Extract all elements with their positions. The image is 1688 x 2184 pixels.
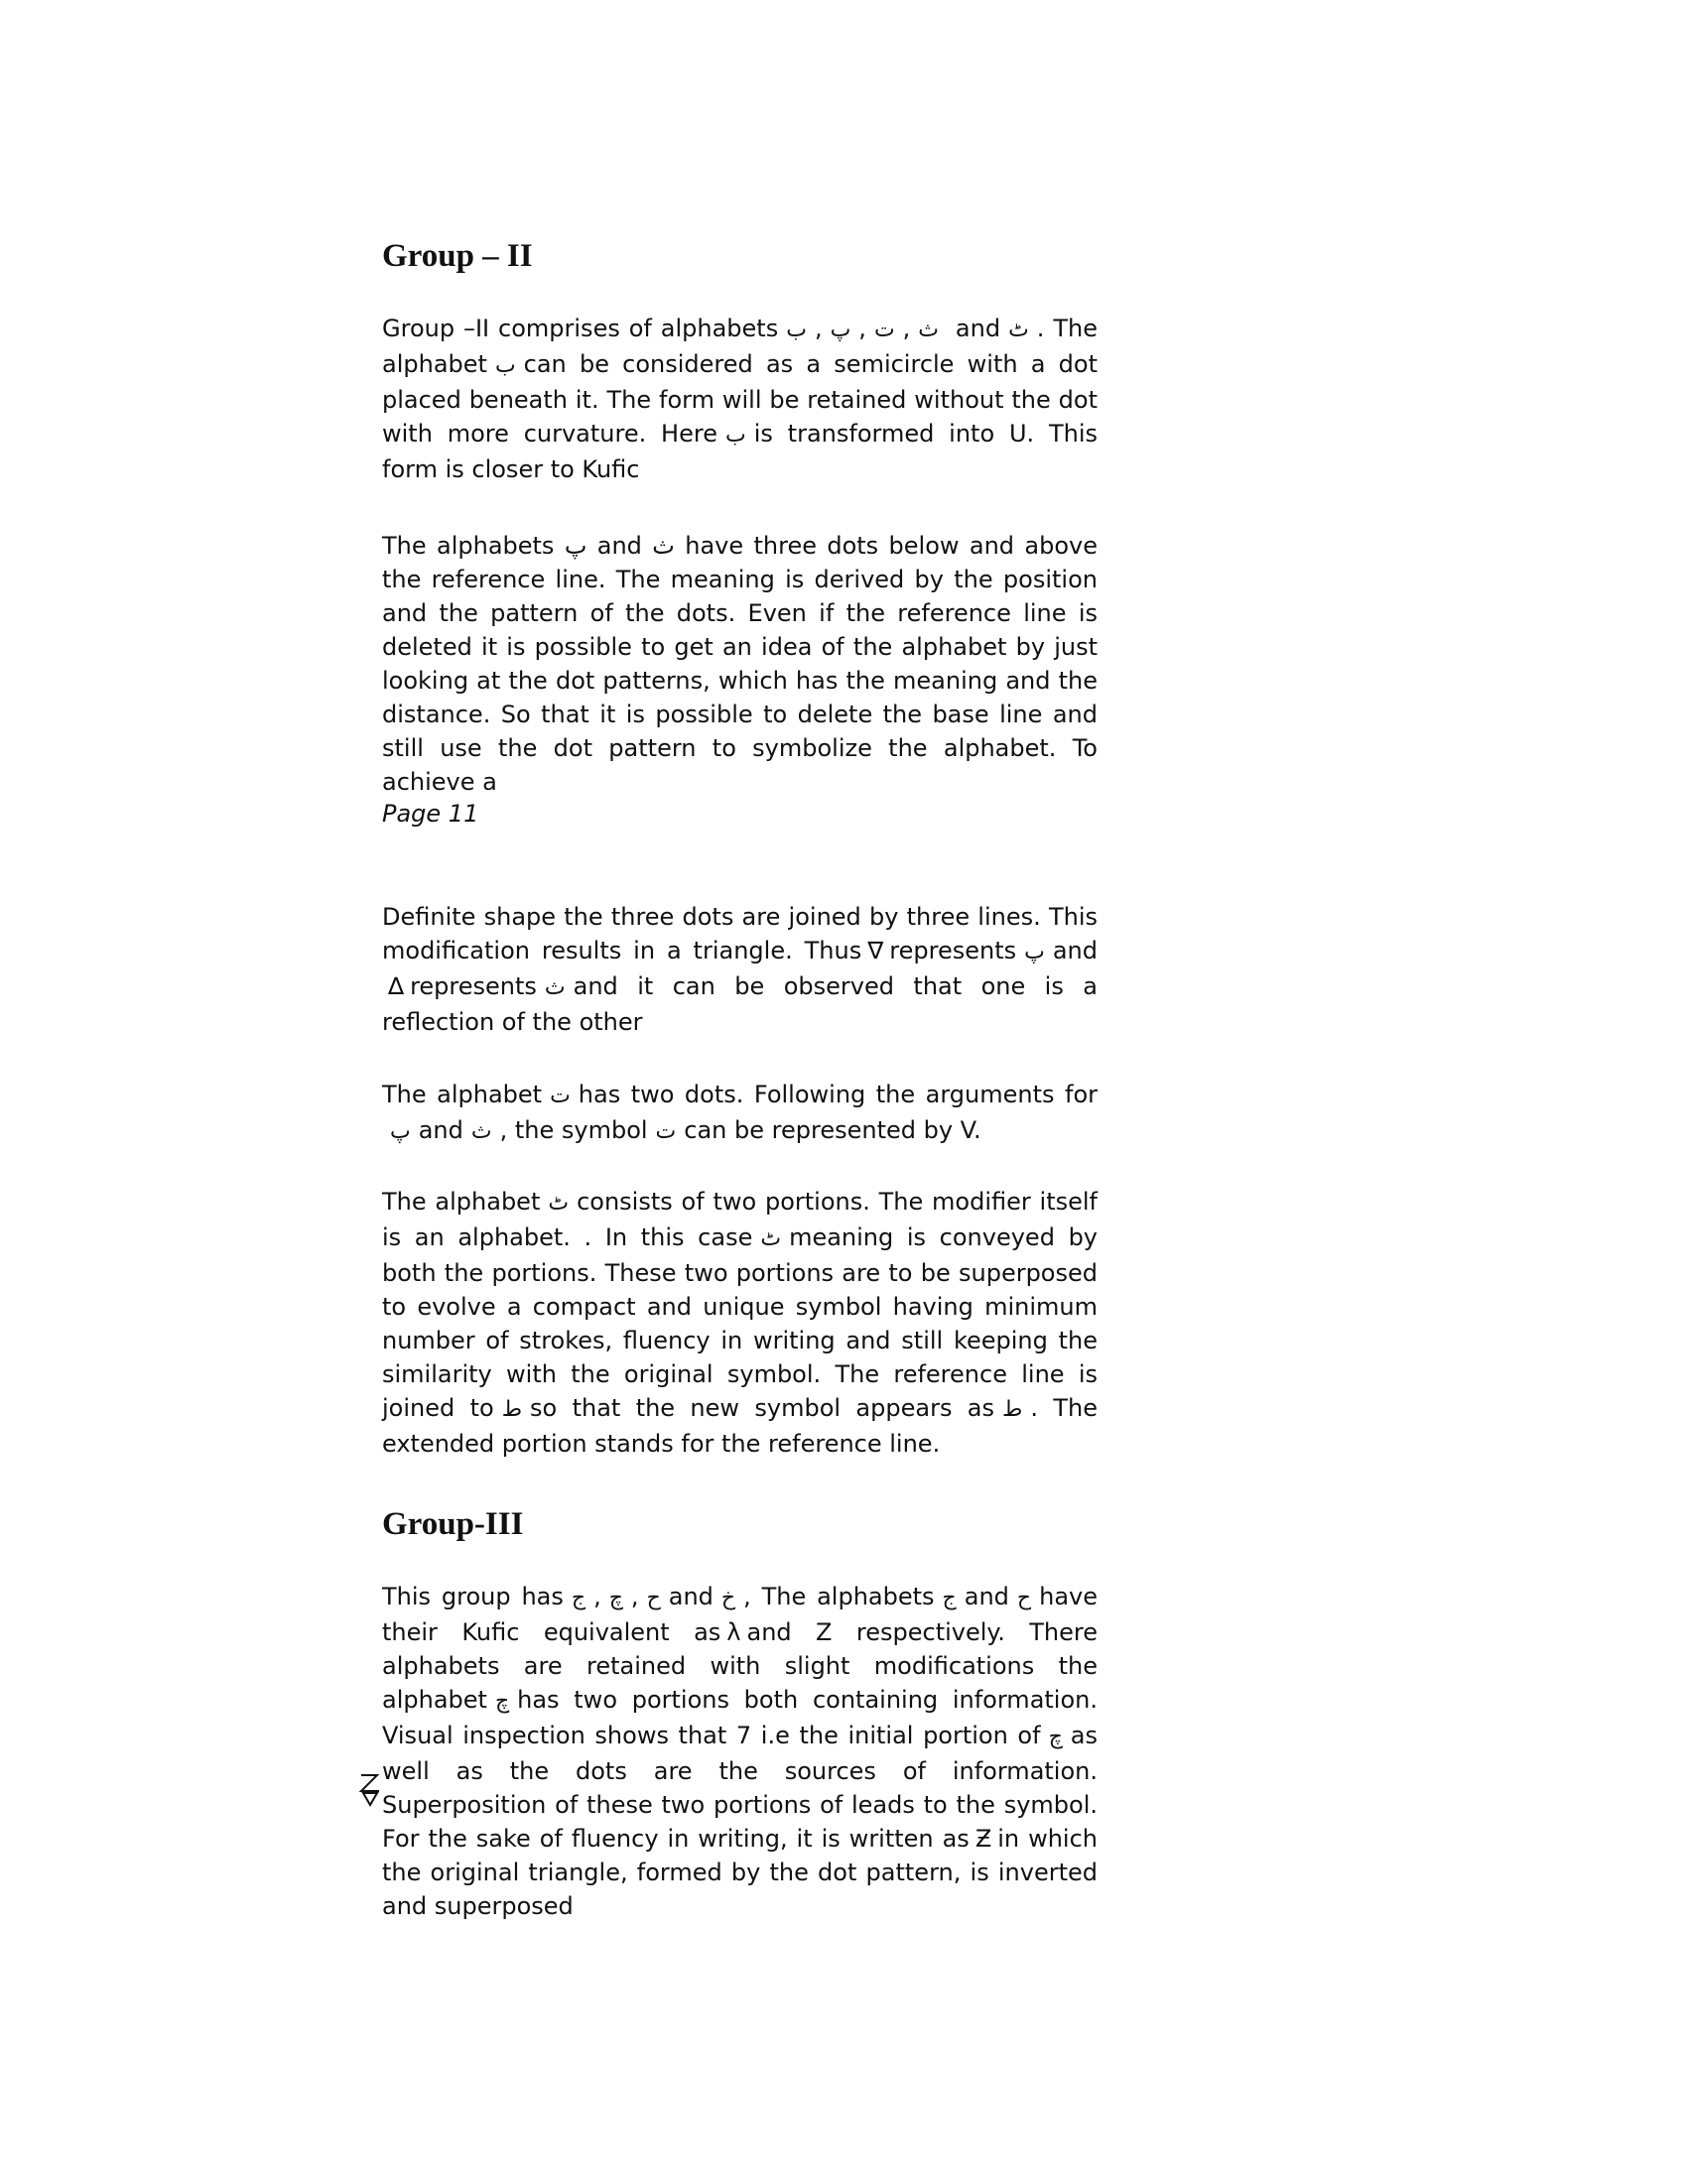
arabic-letter: ج	[571, 1586, 586, 1610]
group-iii-paragraph-1: This group has ج , چ , ح and خ , The alphabets ج and ح have their Kufic equivalent as λ and Z respectively. There alphabets are retained with slight modifications the alphabet چ has two portions both containing information. Visual inspection shows that 7 i.e the initial portion of چ as well as the dots are the sources of information. Superposition of these two portions of leads to the symbol. For the sake of fluency in writing, it is written as Ƶ in which the original triangle, formed by the dot pattern, is inverted and superposed	[382, 1583, 1099, 1920]
group-iii-heading: Group-III	[382, 1506, 524, 1542]
arabic-letter: ٹ	[1008, 318, 1029, 342]
group-ii-paragraph-5: The alphabet ٹ consists of two portions. The modifier itself is an alphabet. . In this case ٹ meaning is conveyed by both the portions. These two portions are to be superposed to evolve a compact and unique symbol having minimum number of strokes, fluency in writing and still keeping the similarity with the original symbol. The reference line is joined to ط so that the new symbol appears as ط . The extended portion stands for the reference line.	[382, 1188, 1099, 1458]
arabic-letter: ث	[470, 1119, 492, 1144]
nabla-symbol: ∇	[867, 937, 884, 964]
arabic-letter: چ	[1048, 1725, 1063, 1749]
arabic-letter: ٹ	[548, 1191, 570, 1216]
arabic-letter: ح	[646, 1586, 661, 1610]
arabic-letter: ت	[550, 1084, 571, 1108]
arabic-letter: پ	[830, 318, 851, 342]
arabic-letter: ب	[494, 353, 516, 378]
arabic-letter: ط	[1002, 1397, 1023, 1422]
arabic-letter: ح	[1016, 1586, 1032, 1610]
arabic-letter: پ	[390, 1119, 411, 1144]
page-number-label: Page 11	[382, 800, 479, 828]
arabic-letter: ٹ	[760, 1226, 782, 1251]
arabic-letter: ج	[942, 1586, 957, 1610]
z-triangle-margin-glyph	[357, 1769, 383, 1809]
arabic-letter: ت	[873, 318, 895, 342]
arabic-letter: چ	[608, 1586, 623, 1610]
group-ii-paragraph-4: The alphabet ت has two dots. Following the arguments forپ and ث , the symbol ت can be represented by V.	[382, 1078, 1098, 1149]
arabic-letter: ط	[501, 1397, 523, 1422]
z-stroke-symbol: Ƶ	[974, 1825, 992, 1853]
lambda-symbol: λ	[726, 1618, 741, 1646]
group-ii-paragraph-3: Definite shape the three dots are joined by three lines. This modification results in a triangle. Thus ∇ represents پ and∆ represents ث and it can be observed that one is a reflection of the other	[382, 903, 1098, 1036]
arabic-letter: ث	[544, 975, 566, 1000]
arabic-letter: چ	[494, 1689, 510, 1714]
arabic-letter: ب	[786, 318, 807, 342]
arabic-letter: ت	[655, 1119, 677, 1144]
group-ii-paragraph-1: Group –II comprises of alphabets ب , پ , ت , ث and ٹ . The alphabet ب can be considered as a semicircle with a dot placed beneath it. The form will be retained without the dot with more curvature. Here ب is transformed into U. This form is closer to Kufic	[382, 315, 1098, 483]
arabic-letter: ب	[724, 423, 746, 448]
arabic-letter: خ	[720, 1586, 736, 1610]
group-ii-heading: Group – II	[382, 238, 533, 274]
arabic-letter: پ	[1024, 940, 1045, 964]
delta-symbol: ∆	[388, 972, 405, 1000]
group-ii-paragraph-2: The alphabets پ and ث have three dots below and above the reference line. The meaning is derived by the position and the pattern of the dots. Even if the reference line is deleted it is possible to get an idea of the alphabet by just looking at the dot patterns, which has the meaning and the distance. So that it is possible to delete the base line and still use the dot pattern to symbolize the alphabet. To achieve a	[382, 532, 1098, 796]
arabic-letter: ث	[918, 318, 940, 342]
